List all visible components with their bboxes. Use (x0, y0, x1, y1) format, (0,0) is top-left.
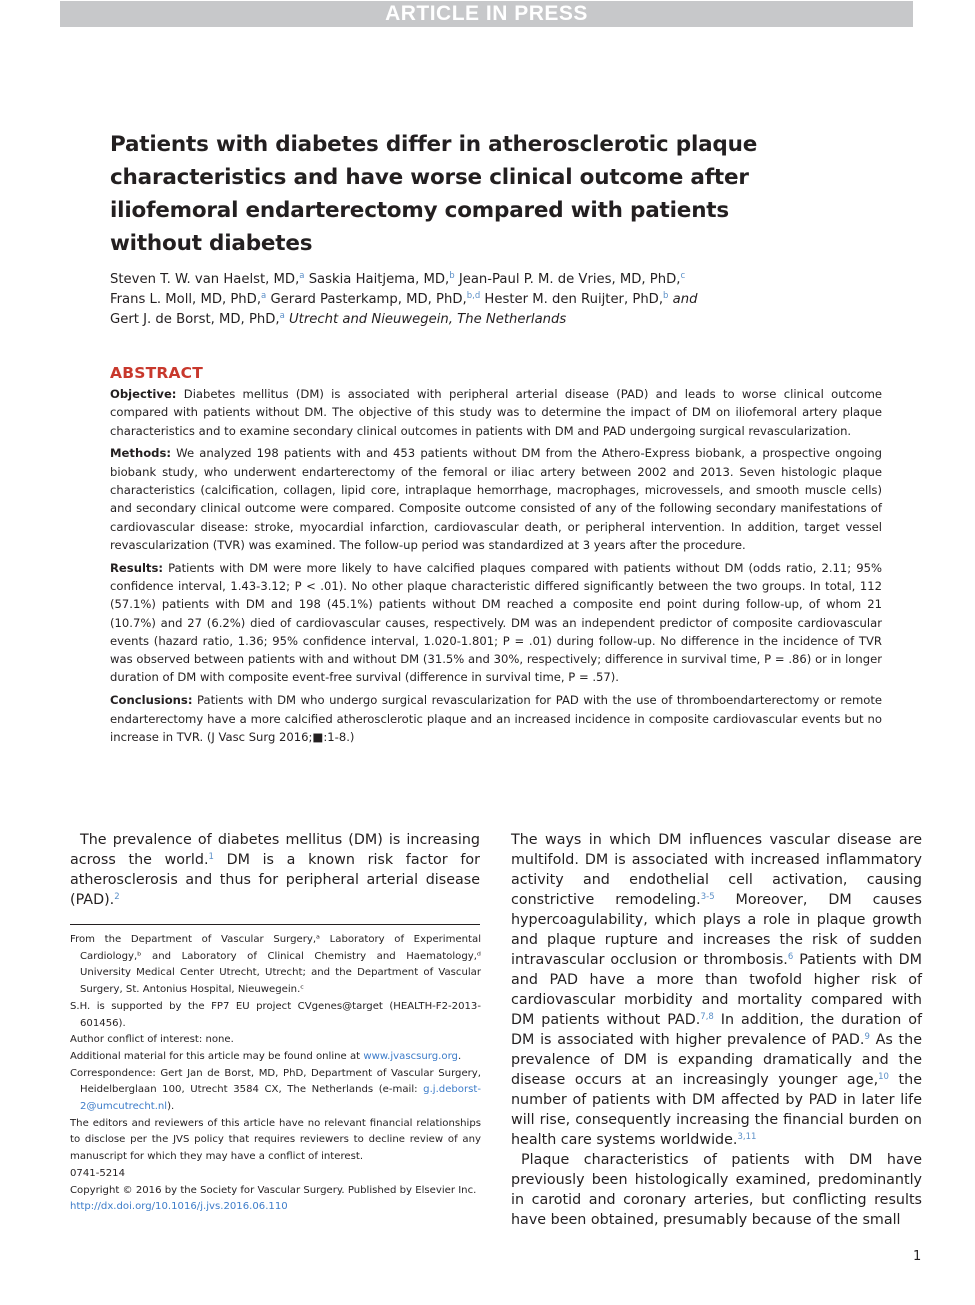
body-text: Patients with DM and PAD have a more than twofold higher risk of cardiovascular morbidity and mortality compared with DM patients without PAD. (511, 952, 922, 1028)
correspondence-note (70, 1066, 481, 1116)
body-text: Moreover, DM causes hypercoagulability, which plays a role in plaque growth and plaque rupture and increases the risk of sudden intravascular occlusion or thrombosis. (511, 892, 922, 968)
author-name: Steven T. W. van Haelst, MD, (110, 272, 300, 287)
abstract-objective (110, 385, 882, 440)
journal-website-link[interactable]: www.jvascsurg.org (363, 1050, 458, 1062)
reference-link[interactable]: 7,8 (700, 1012, 714, 1022)
reference-link[interactable]: 6 (787, 952, 794, 962)
affiliation-mark[interactable]: c (680, 271, 686, 281)
footnotes (70, 932, 481, 1216)
author-name: Gerard Pasterkamp, MD, PhD, (270, 292, 467, 307)
doi-link-line (70, 1199, 481, 1216)
body-right-column (511, 830, 922, 1230)
reference-link[interactable]: 10 (878, 1072, 889, 1082)
affiliations-note: From the Department of Vascular Surgery,ᵃ Laboratory of Experimental Cardiology,ᵇ and Laboratory of Clinical Chemistry and Haematology,ᵈ University Medical Center Utrecht, Utrecht; and the Department of Vascular Surgery, St. Antonius Hospital, Nieuwegein.ᶜ (70, 934, 481, 996)
author-location: Utrecht and Nieuwegein, The Netherlands (289, 312, 567, 327)
editors-note: The editors and reviewers of this article have no relevant financial relationships to disclose per the JVS policy that requires reviewers to decline review of any manuscript for which they may have a conflict of interest. (70, 1117, 481, 1163)
affiliation-mark[interactable]: a (279, 311, 285, 321)
doi-link[interactable]: http://dx.doi.org/10.1016/j.jvs.2016.06.110 (70, 1201, 288, 1213)
objective-text: Diabetes mellitus (DM) is associated with peripheral arterial disease (PAD) and leads to worse clinical outcome compared with patients without DM. The objective of this study was to determine the impact of DM on iliofemoral artery plaque characteristics and to examine secondary clinical outcomes in patients with DM and PAD undergoing surgical revascularization. (110, 387, 882, 438)
reference-link[interactable]: 3-5 (700, 892, 715, 902)
methods-label: Methods: (110, 446, 171, 461)
page-number: 1 (913, 1249, 922, 1264)
additional-material-note (70, 1049, 481, 1066)
note-text: ). (167, 1101, 175, 1113)
affiliation-mark[interactable]: a (261, 291, 267, 301)
body-text: The prevalence of diabetes mellitus (DM) is increasing across the world. (70, 832, 480, 868)
funding-note: S.H. is supported by the FP7 EU project CVgenes@target (HEALTH-F2-2013-601456). (70, 1000, 481, 1029)
intro-paragraph (70, 830, 480, 910)
abstract-results (110, 559, 882, 687)
abstract (110, 385, 882, 751)
reference-link[interactable]: 2 (114, 892, 120, 902)
body-text: As the prevalence of DM is expanding dramatically and the disease occurs at an increasingly younger age, (511, 1032, 922, 1088)
body-paragraph (511, 830, 922, 1150)
and-conjunction: and (672, 292, 698, 307)
affiliation-mark[interactable]: a (299, 271, 305, 281)
results-label: Results: (110, 560, 163, 575)
note-text: Correspondence: Gert Jan de Borst, MD, PhD, Department of Vascular Surgery, Heidelberglaan 100, Utrecht 3584 CX, The Netherlands (e-mail: (70, 1067, 481, 1096)
abstract-heading: ABSTRACT (110, 364, 204, 382)
body-left-column (70, 830, 480, 910)
issn: 0741-5214 (70, 1167, 126, 1179)
article-title: Patients with diabetes differ in atherosclerotic plaque characteristics and have worse clinical outcome after iliofemoral endarterectomy compared with patients without diabetes (110, 132, 758, 256)
author-name: Hester M. den Ruijter, PhD, (484, 292, 664, 307)
footnote-divider (70, 924, 480, 925)
results-text: Patients with DM were more likely to have calcified plaques compared with patients without DM (odds ratio, 2.11; 95% confidence interval, 1.43-3.12; P < .01). No other plaque characteristic differed significantly between the two groups. In total, 112 (57.1%) patients with DM and 198 (45.1%) patients without DM reached a composite end point during follow-up, of whom 21 (10.7%) and 27 (6.2%) died of cardiovascular causes, respectively. DM was an independent predictor of composite cardiovascular events (hazard ratio, 1.36; 95% confidence interval, 1.020-1.801; P = .01) during follow-up. No difference in the incidence of TVR was observed between patients with and without DM (31.5% and 30%, respectively; difference in survival time, P = .86) or in longer duration of DM with composite event-free survival (difference in survival time, P = .57). (110, 560, 882, 685)
abstract-methods (110, 444, 882, 554)
conclusions-label: Conclusions: (110, 693, 193, 708)
author-name: Saskia Haitjema, MD, (308, 272, 450, 287)
author-name: Gert J. de Borst, MD, PhD, (110, 312, 280, 327)
body-text: the number of patients with DM affected by PAD in later life will rise, consequently increasing the financial burden on health care systems worldwide. (511, 1072, 923, 1148)
reference-link[interactable]: 1 (208, 852, 214, 862)
methods-text: We analyzed 198 patients with and 453 patients without DM from the Athero-Express biobank, a prospective ongoing biobank study, who underwent endarterectomy of the femoral or iliac artery between 2002 and 2013. Seven histologic plaque characteristics (calcification, collagen, lipid core, intraplaque hemorrhage, macrophages, microvessels, and smooth muscle cells) and secondary clinical outcome were compared. Composite outcome consisted of any of the following secondary manifestations of cardiovascular disease: stroke, myocardial infarction, cardiovascular death, or peripheral intervention. In addition, target vessel revascularization (TVR) was examined. The follow-up period was standardized at 3 years after the procedure. (110, 446, 882, 552)
conclusions-text: Patients with DM who undergo surgical revascularization for PAD with the use of thromboendarterectomy or remote endarterectomy have a more calcified atherosclerotic plaque and an increased incidence in composite cardiovascular events but no increase in TVR. (J Vasc Surg 2016;■:1-8.) (110, 693, 883, 744)
conflict-note: Author conflict of interest: none. (70, 1034, 234, 1046)
body-text: In addition, the duration of DM is associated with higher prevalence of PAD. (511, 1012, 922, 1048)
objective-label: Objective: (110, 387, 177, 401)
affiliation-mark[interactable]: b (449, 271, 455, 281)
body-text: DM is a known risk factor for atherosclerosis and thus for peripheral arterial disease (PAD). (70, 852, 480, 908)
affiliation-mark[interactable]: b (663, 291, 669, 301)
copyright: Copyright © 2016 by the Society for Vascular Surgery. Published by Elsevier Inc. (70, 1184, 477, 1196)
author-list (110, 270, 880, 330)
abstract-conclusions (110, 691, 882, 746)
reference-link[interactable]: 9 (864, 1032, 870, 1042)
note-text: Additional material for this article may be found online at (70, 1050, 364, 1062)
body-paragraph: Plaque characteristics of patients with DM have previously been histologically examined, predominantly in carotid and coronary arteries, but conflicting results have been obtained, presumably because of the small (511, 1152, 922, 1228)
reference-link[interactable]: 3,11 (737, 1132, 757, 1142)
affiliation-mark[interactable]: b,d (466, 291, 481, 301)
note-text: . (457, 1050, 462, 1062)
author-name: Jean-Paul P. M. de Vries, MD, PhD, (458, 272, 681, 287)
article-in-press-banner: ARTICLE IN PRESS (60, 1, 913, 27)
email-link[interactable]: g.j.deborst-2@umcutrecht.nl (80, 1084, 481, 1113)
body-text: The ways in which DM influences vascular disease are multifold. DM is associated with increased inflammatory activity and endothelial cell activation, causing constrictive remodeling. (511, 832, 922, 908)
author-name: Frans L. Moll, MD, PhD, (110, 292, 262, 307)
